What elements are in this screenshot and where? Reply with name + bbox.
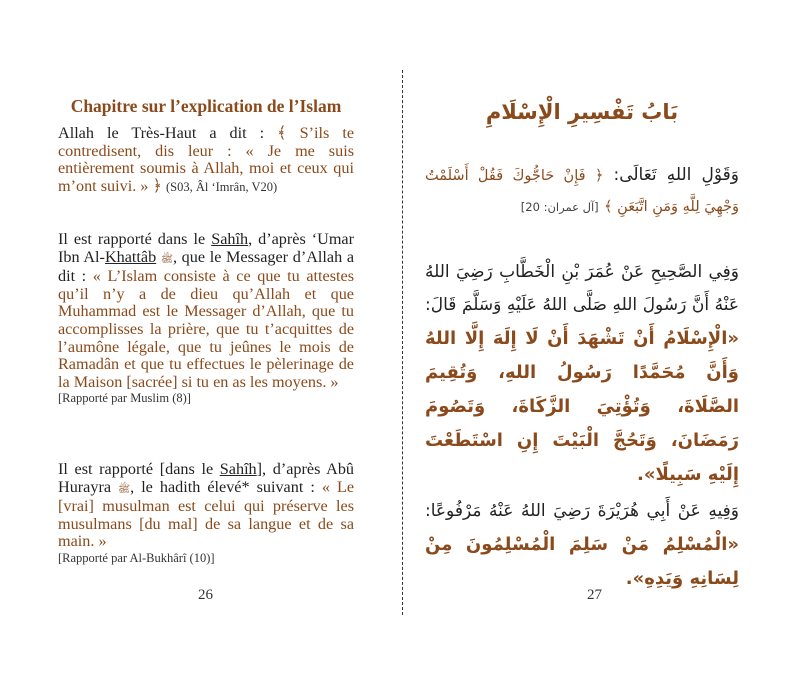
hadith-intro-c: , que le Messager d’Allah a dit : (58, 247, 355, 286)
verse-intro: Allah le Très-Haut a dit : (58, 124, 265, 142)
hadith-intro-a: Il est rapporté dans le (58, 230, 206, 248)
chapter-title-arabic: بَابُ تَفْسِيرِ الْإِسْلَامِ (485, 100, 679, 124)
verse-intro-arabic: وَقَوْلِ اللهِ تَعَالَى: (613, 165, 739, 185)
hadith-quote: « L’Islam consiste à ce que tu attestes qu’il n’y a de dieu qu’Allah et que Muhammad est le Messager d’Allah, que tu accomplisses la prière, que tu t’acquittes de l’aumône légale, que tu jeûnes le mois de Ramadân et que tu effectues le pèlerinage de la Maison [sacrée] si tu en as les moyens. » (58, 267, 354, 391)
hadith-reference: [Rapporté par Al-Bukhârî (10)] (58, 550, 215, 565)
paragraph-hadith-abu-hurayra (58, 461, 354, 566)
hadith-intro-arabic: وَفِي الصَّحِيحِ عَنْ عُمَرَ بْنِ الْخَطَّابِ رَضِيَ اللهُ عَنْهُ أَنَّ رَسُولَ اللهِ صَلَّى اللهُ عَلَيْهِ وَسَلَّمَ قَالَ: (425, 262, 739, 315)
hadith-text-arabic: «الْإِسْلَامُ أَنْ تَشْهَدَ أَنْ لَا إِلَهَ إِلَّا اللهُ وَأَنَّ مُحَمَّدًا رَسُولُ اللهِ، وَتُقِيمَ الصَّلَاةَ، وَتُؤْتِيَ الزَّكَاةَ، وَتَصُومَ رَمَضَانَ، وَتَحُجَّ الْبَيْتَ إِنِ اسْتَطَعْتَ إِلَيْهِ سَبِيلًا». (425, 328, 739, 485)
arabic-hadith-abu-hurayra (425, 495, 739, 596)
paragraph-hadith-umar (58, 231, 354, 406)
verse-reference: (S03, Âl ‘Imrân, V20) (165, 179, 278, 194)
hadith-intro-b: ], d’après Abû Hurayra (58, 460, 355, 496)
close-bracket: ﴿ (152, 176, 162, 195)
verse-quote: S’ils te contredisent, dis leur : « Je me suis entièrement soumis à Allah, moi et ceux qui m’ont suivi. » (58, 124, 355, 195)
hadith-intro-b: , d’après ‘Umar Ibn Al- (58, 230, 355, 266)
sahih-term: Sahîh (219, 460, 257, 478)
page-number-right: 27 (587, 587, 602, 603)
open-bracket: ﴾ (277, 124, 287, 142)
chapter-title-french: Chapitre sur l’explication de l’Islam (70, 96, 342, 116)
hadith-quote: « Le [vrai] musulman est celui qui préserve les musulmans [du mal] de sa langue et de sa main. » (58, 477, 355, 551)
hadith-intro-a: Il est rapporté [dans le (58, 460, 214, 478)
arabic-verse-block (425, 160, 739, 222)
sahih-term: Sahîh (211, 230, 249, 248)
hadith-intro-arabic: وَفِيهِ عَنْ أَبِي هُرَيْرَةَ رَضِيَ اللهُ عَنْهُ مَرْفُوعًا: (425, 501, 739, 521)
page-number-left: 26 (198, 587, 213, 603)
hadith-reference: [Rapporté par Muslim (8)] (58, 391, 191, 406)
khattab-name: Khattâb (104, 247, 157, 266)
hadith-intro-c: , le hadith élevé* suivant : (130, 477, 315, 496)
arabic-hadith-umar (425, 256, 739, 492)
right-page (425, 0, 739, 683)
page-divider (402, 70, 403, 615)
verse-reference-arabic: [آل عمران: 20] (520, 200, 599, 214)
honorific-glyph: ﷺ (160, 253, 173, 265)
hadith-text-arabic: «الْمُسْلِمُ مَنْ سَلِمَ الْمُسْلِمُونَ مِنْ لِسَانِهِ وَيَدِهِ». (425, 534, 739, 589)
paragraph-quran-verse (58, 125, 354, 196)
left-page (58, 0, 354, 683)
verse-arabic: ﴿ فَإِنْ حَاجُّوكَ فَقُلْ أَسْلَمْتُ وَجْهِيَ لِلَّهِ وَمَنِ اتَّبَعَنِ ﴾ (425, 168, 739, 215)
honorific-glyph: ﷺ (118, 483, 131, 495)
